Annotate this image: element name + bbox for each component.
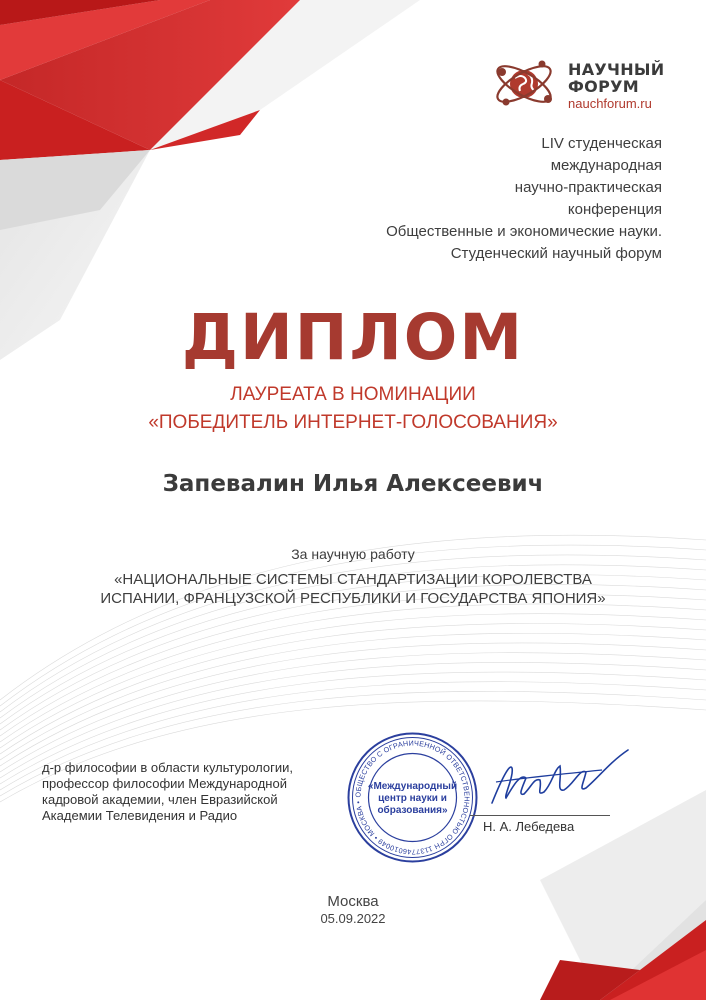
logo-wordmark	[568, 61, 665, 112]
signature-line	[470, 815, 610, 816]
conference-info	[242, 133, 662, 265]
signer-name: Н. А. Лебедева	[483, 819, 575, 834]
signer-credentials	[42, 760, 362, 824]
conference-line: LIV студенческая	[541, 135, 662, 152]
conference-line: Студенческий научный форум	[450, 245, 662, 262]
nomination-line2: «ПОБЕДИТЕЛЬ ИНТЕРНЕТ-ГОЛОСОВАНИЯ»	[148, 412, 558, 433]
logo-url: nauchforum.ru	[568, 96, 652, 111]
conference-line: конференция	[567, 201, 662, 218]
brand-logo	[488, 52, 678, 114]
atom-globe-icon	[488, 52, 560, 114]
work-title-line2: ИСПАНИИ, ФРАНЦУЗСКОЙ РЕСПУБЛИКИ И ГОСУДАРСТВА ЯПОНИЯ»	[100, 590, 606, 607]
logo-line1: НАУЧНЫЙ	[568, 60, 665, 79]
conference-line: научно-практическая	[514, 179, 662, 196]
diploma-title: ДИПЛОМ	[181, 301, 525, 374]
recipient-name: Запевалин Илья Алексеевич	[162, 471, 544, 497]
work-intro: За научную работу	[291, 546, 415, 562]
work-title-line1: «НАЦИОНАЛЬНЫЕ СИСТЕМЫ СТАНДАРТИЗАЦИИ КОРОЛЕВСТВА	[114, 571, 592, 588]
nomination-line1: ЛАУРЕАТА В НОМИНАЦИИ	[230, 384, 476, 405]
nomination	[0, 381, 706, 437]
stamp-ring-text: ОБЩЕСТВО С ОГРАНИЧЕННОЙ ОТВЕТСТВЕННОСТЬЮ ОГРН 1137746010049 • МОСКВА •	[353, 738, 472, 857]
stamp-center-line: образования»	[377, 805, 448, 816]
conference-line: международная	[550, 157, 662, 174]
handwritten-signature	[482, 748, 632, 818]
signer-title-line: д-р философии в области культурологии,	[42, 760, 293, 775]
stamp-center-line: «Международный	[367, 781, 458, 792]
signer-title-line: Академии Телевидения и Радио	[42, 808, 238, 823]
city: Москва	[327, 893, 379, 910]
official-stamp	[345, 730, 480, 865]
signer-title-line: кадровой академии, член Евразийской	[42, 792, 278, 807]
signer-title-line: профессор философии Международной	[42, 776, 287, 791]
conference-line: Общественные и экономические науки.	[386, 223, 662, 240]
stamp-center-line: центр науки и	[378, 793, 447, 804]
date: 05.09.2022	[320, 911, 386, 926]
logo-line2: ФОРУМ	[568, 77, 639, 96]
work-title	[60, 570, 646, 608]
